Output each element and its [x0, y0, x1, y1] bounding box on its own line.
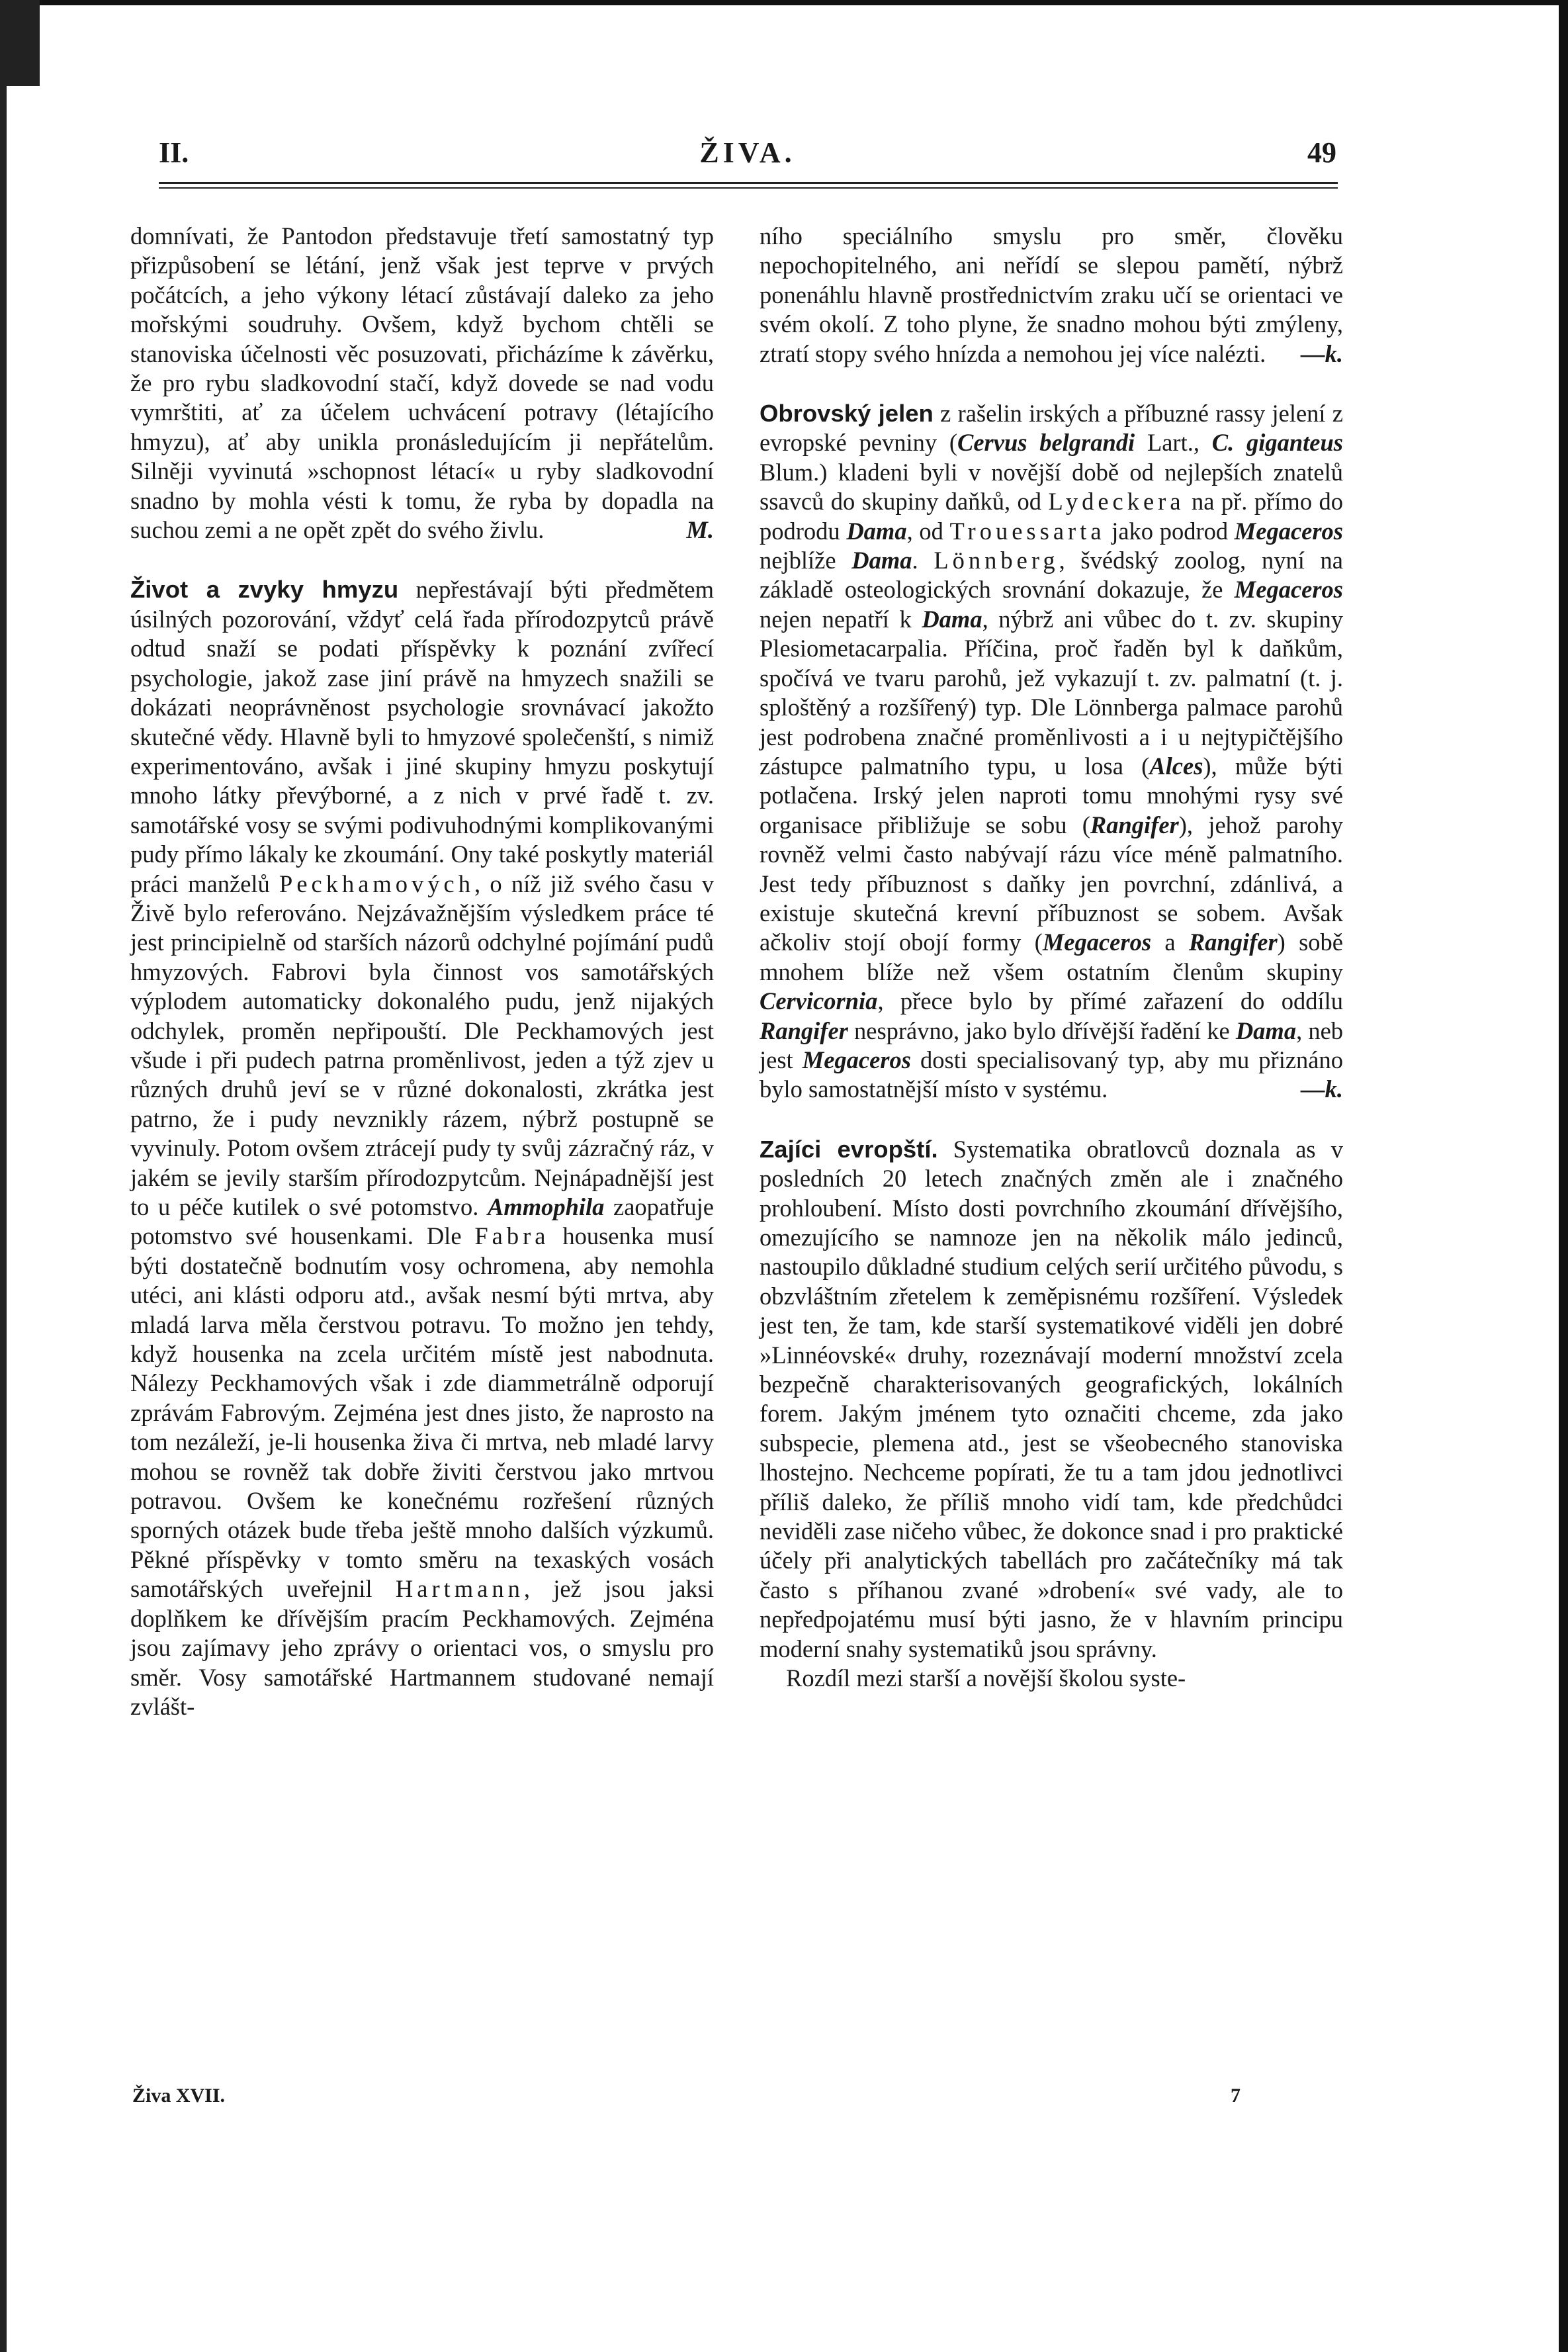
latin-name: Cervicornia	[760, 987, 878, 1015]
latin-name: Rangifer	[760, 1017, 848, 1044]
author-name: Trouessarta	[949, 517, 1106, 545]
header-rule-bottom	[159, 187, 1338, 189]
signature: M.	[686, 516, 714, 544]
latin-name: Ammophila	[487, 1193, 605, 1220]
latin-name: Megaceros	[1042, 928, 1152, 956]
latin-name: Rangifer	[1188, 928, 1278, 956]
latin-name: Dama	[1235, 1017, 1297, 1044]
left-column	[130, 222, 714, 1721]
latin-name: Dama	[922, 605, 982, 633]
author-name: Fabra	[474, 1222, 550, 1250]
latin-name: Megaceros	[1234, 576, 1344, 604]
author-name: Hartmann	[395, 1575, 524, 1603]
header-rule-top	[159, 182, 1338, 184]
paragraph-orientation: ního speciálního smyslu pro směr, člověku nepochopitelného, ani neřídí se slepou pamětí, nýbrž ponenáhlu hlavně prostřednictvím zraku učí se orientaci ve svém okolí. Z toho plyne, že snadno mohou býti zmýleny, ztratí stopy svého hnízda a nemohou jej více nalézti. —k.	[760, 222, 1343, 369]
paragraph-continuation: Rozdíl mezi starší a novější školou syste-	[786, 1664, 1186, 1692]
author-name: Peckhamových	[279, 870, 475, 897]
latin-name: Dama	[851, 547, 912, 574]
paragraph-hares: Zajíci evropští. Systematika obratlovců doznala as v posledních 20 letech značných změn ale i značného prohloubení. Místo dosti povrchního zkoumání dřívějšího, omezujícího se namnoze jen na několik málo jedinců, nastoupilo důkladné studium celých serií určitého původu, s obzvláštním zřetelem k zeměpisnému rozšíření. Výsledek jest ten, že tam, kde starší systematikové viděli jen dobré »Linnéovské« druhy, rozeznávají moderní množství zcela bezpečně charakterisovaných geografických, lokálních forem. Jakým jménem tyto označiti chceme, zda jako subspecie, plemena atd., jest se všeobecného stanoviska lhostejno. Nechceme popírati, že tu a tam jdou jednotlivci příliš daleko, že příliš mnoho vidí tam, kde předchůdci neviděli zase ničeho vůbec, že dokonce snad i pro praktické účely při analytických tabellách pro začátečníky má tak často s příhanou zvané »drobení« své vady, ale to nepředpojatému musí býti jasno, že v hlavním principu moderní snahy systematiků jsou správny.	[760, 1135, 1344, 1662]
latin-name: Dama	[846, 517, 907, 545]
footer-signature-mark: 7	[1231, 2085, 1241, 2106]
footer-volume: Živa XVII.	[132, 2085, 226, 2106]
scan-left-border	[0, 86, 7, 2352]
author-name: Lydeckera	[1048, 488, 1185, 516]
section-number: II.	[159, 136, 189, 169]
signature: —k.	[1301, 339, 1343, 367]
section-heading: Zajíci evropští.	[760, 1135, 938, 1163]
latin-name: Megaceros	[1234, 517, 1344, 545]
section-heading: Obrovský jelen	[760, 400, 934, 428]
right-column	[760, 222, 1343, 1694]
running-header	[159, 136, 1336, 182]
latin-name: Alces	[1149, 752, 1203, 780]
latin-name: C. giganteus	[1211, 429, 1343, 457]
latin-name: Megaceros	[802, 1046, 911, 1073]
scan-corner-shadow	[0, 0, 40, 86]
paragraph-insects: Život a zvyky hmyzu nepřestávají býti předmětem úsilných pozorování, vždyť celá řada přírodozpytců právě odtud snaží se podati příspěvky k poznání zvířecí psychologie, jakož zase jiní právě na hmyzech snažili se dokázati neoprávněnost psychologie srovnávací jakožto skutečné vědy. Hlavně byli to hmyzové společenští, s nimiž experimentováno, avšak i jiné skupiny hmyzu poskytují mnoho látky převýborné, a z nich v prvé řadě t. zv. samotářské vosy se svými podivuhodnými komplikovanými pudy přímo lákaly ke zkoumání. Ony také poskytly materiál práci manželů Peckhamových, o níž již svého času v Živě bylo referováno. Nejzávažnějším výsledkem práce té jest principielně od starších názorů odchylné pojímání pudů hmyzových. Fabrovi byla činnost vos samotářských výplodem automaticky dokonalého pudu, jenž nijakých odchylek, proměn nepřipouští. Dle Peckhamových jest všude i při pudech patrna proměnlivost, jeden a týž zjev u různých druhů jeví se v různé dokonalosti, zkrátka jest patrno, že i pudy nevznikly rázem, nýbrž postupně se vyvinuly. Potom ovšem ztrácejí pudy ty svůj zázračný ráz, v jakém se jevily starším přírodozpytcům. Nejnápadnější jest to u péče kutilek o své potomstvo. Ammophila zaopatřuje potomstvo své housenkami. Dle Fabra housenka musí býti dostatečně bodnutím vosy ochromena, aby nemohla utéci, ani klásti odporu atd., avšak nesmí býti mrtva, aby mladá larva měla čerstvou potravu. To možno jen tehdy, když housenka na zcela určitém místě jest nabodnuta. Nálezy Peckhamových však i zde diammetrálně odporují zprávám Fabrovým. Zejména jest dnes jisto, že naprosto na tom nezáleží, je-li housenka živa či mrtva, neb mladé larvy mohou se rovněž tak dobře živiti čerstvou jako mrtvou potravou. Ovšem ke konečnému rozřešení různých sporných otázek bude třeba ještě mnoho dalších výzkumů. Pěkné příspěvky v tomto směru na texaských vosách samotářských uveřejnil Hartmann, jež jsou jaksi doplňkem ke dřívějším pracím Peckhamových. Zejména jsou zajímavy jeho zprávy o orientaci vos, o smyslu pro směr. Vosy samotářské Hartmannem studované nemají zvlášt-	[130, 576, 715, 1720]
latin-name: Rangifer	[1090, 811, 1179, 838]
section-heading: Život a zvyky hmyzu	[130, 576, 399, 604]
latin-name: Cervus belgrandi	[957, 429, 1135, 457]
page-number: 49	[1307, 136, 1336, 169]
paragraph-giant-deer: Obrovský jelen z rašelin irských a příbuzné rassy jelení z evropské pevniny (Cervus belgrandi Lart., C. giganteus Blum.) kladeni byli v novější době od nejlepších znatelů ssavců do skupiny daňků, od Lydeckera na př. přímo do podrodu Dama, od Trouessarta jako podrod Megaceros nejblíže Dama. Lönnberg, švédský zoolog, nyní na základě osteologických srovnání dokazuje, že Megaceros nejen nepatří k Dama, nýbrž ani vůbec do t. zv. skupiny Plesiometacarpalia. Příčina, proč řaděn byl k daňkům, spočívá ve tvaru parohů, jež vykazují t. zv. palmatní (t. j. sploštěný a rozšířený) typ. Dle Lönnberga palmace parohů jest podrobena značné proměnlivosti a i u nejtypičtějšího zástupce palmatního typu, u losa (Alces), může býti potlačena. Irský jelen naproti tomu mnohými rysy své organisace přibližuje se sobu (Rangifer), jehož parohy rovněž velmi často nabývají rázu více méně palmatního. Jest tedy příbuznost s daňky jen povrchní, zdánlivá, a existuje skutečná krevní příbuznost se sobem. Avšak ačkoliv stojí obojí formy (Megaceros a Rangifer) sobě mnohem blíže než všem ostatním členům skupiny Cervicornia, přece bylo by přímé zařazení do oddílu Rangifer nesprávno, jako bylo dřívější řadění ke Dama, neb jest Megaceros dosti specialisovaný typ, aby mu přiznáno bylo samostatnější místo v systému. —k.	[760, 399, 1343, 1105]
paragraph-pantodon: domnívati, že Pantodon představuje třetí samostatný typ přizpůsobení se létání, jenž však jest teprve v prvých počátcích, a jeho výkony létací zůstávají daleko za jeho mořskými soudruhy. Ovšem, když bychom chtěli se stanoviska účelnosti věc posuzovati, přicházíme k závěrku, že pro rybu sladkovodní stačí, když dovede se nad vodu vymrštiti, ať za účelem uchvácení potravy (létajícího hmyzu), ať aby unikla pronásledujícím ji nepřátelům. Silněji vyvinutá »schopnost létací« u ryby sladkovodní snadno by mohla vésti k tomu, že ryba by dopadla na suchou zemi a ne opět zpět do svého živlu. M.	[130, 222, 714, 545]
scan-right-border	[1559, 0, 1568, 2352]
author-name: Lönnberg	[934, 547, 1059, 574]
signature: —k.	[1301, 1075, 1343, 1103]
journal-title: ŽIVA.	[699, 136, 796, 169]
scan-top-border	[0, 0, 1568, 5]
